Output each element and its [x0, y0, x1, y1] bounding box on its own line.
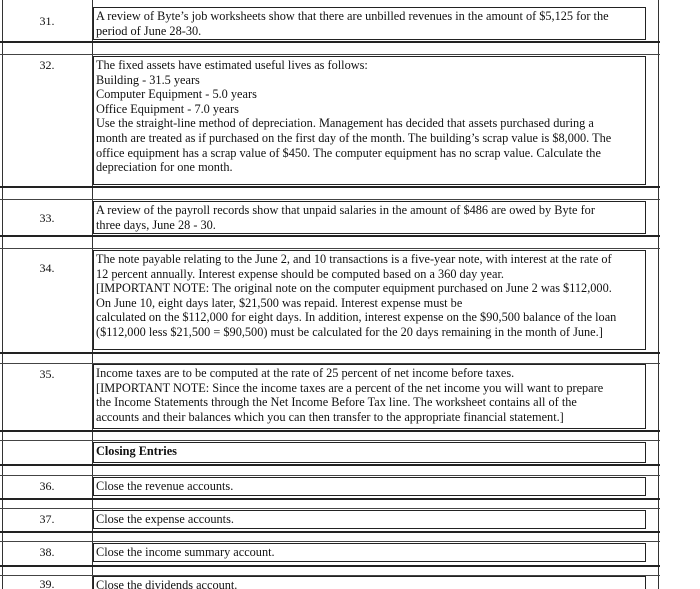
- item-text-line: [IMPORTANT NOTE: Since the income taxes are a percent of the net income you will want to prepare: [96, 380, 604, 395]
- row-separator: [0, 565, 660, 567]
- item-text-line: The fixed assets have estimated useful lives as follows:: [96, 58, 368, 72]
- row-separator: [0, 54, 660, 55]
- closing-item-description: Close the income summary account.: [93, 543, 646, 562]
- item-text-line: depreciation for one month.: [96, 160, 233, 175]
- left-border-line: [2, 0, 3, 589]
- item-text-line: the Income Statements through the Net Income Before Tax line. The worksheet contains all of the: [96, 395, 577, 410]
- item-text-line: period of June 28-30.: [96, 23, 202, 38]
- item-text-line: [IMPORTANT NOTE: The original note on the computer equipment purchased on June 2 was $112,000.: [96, 281, 612, 296]
- item-number: 37.: [39, 512, 55, 526]
- item-text-line: The note payable relating to the June 2, and 10 transactions is a five-year note, with interest at the rate of: [96, 252, 612, 266]
- item-number: 31.: [39, 14, 55, 28]
- row-separator: [0, 352, 660, 354]
- item-description: [93, 250, 646, 350]
- item-number: 32.: [39, 58, 55, 72]
- item-description: [93, 7, 646, 40]
- row-separator: [0, 498, 660, 500]
- item-description: [93, 364, 646, 429]
- item-description: [93, 201, 646, 234]
- item-text-line: ($112,000 less $21,500 = $90,500) must be calculated for the 20 days remaining in the month of June.]: [96, 324, 603, 339]
- item-description: [93, 56, 646, 185]
- item-text-line: A review of Byte’s job worksheets show that there are unbilled revenues in the amount of $5,125 for the: [96, 9, 609, 23]
- closing-entries-heading: Closing Entries: [93, 442, 646, 463]
- row-separator: [0, 235, 660, 237]
- row-separator: [0, 248, 660, 249]
- item-text-line: Office Equipment - 7.0 years: [96, 101, 239, 116]
- item-number: 39.: [39, 577, 55, 589]
- row-separator: [0, 186, 660, 188]
- item-text-line: 12 percent annually. Interest expense should be computed based on a 360 day year.: [96, 266, 504, 281]
- item-text-line: accounts and their balances which you can then transfer to the appropriate financial statement.]: [96, 409, 564, 424]
- row-separator: [0, 531, 660, 533]
- item-text-line: Computer Equipment - 5.0 years: [96, 87, 257, 102]
- item-text-line: A review of the payroll records show that unpaid salaries in the amount of $486 are owed by Byte for: [96, 203, 595, 217]
- item-text-line: On June 10, eight days later, $21,500 was repaid. Interest expense must be: [96, 295, 463, 310]
- closing-item-description: Close the revenue accounts.: [93, 477, 646, 496]
- item-text-line: month are treated as if purchased on the first day of the month. The building’s scrap value is $8,000. The: [96, 130, 612, 145]
- item-text-line: three days, June 28 - 30.: [96, 217, 216, 232]
- item-text-line: Building - 31.5 years: [96, 72, 200, 87]
- closing-item-description: Close the dividends account.: [93, 576, 646, 589]
- item-number: 34.: [39, 261, 55, 275]
- item-number: 38.: [39, 545, 55, 559]
- right-border-line: [658, 0, 659, 589]
- item-number: 36.: [39, 479, 55, 493]
- row-separator: [0, 475, 660, 476]
- row-separator: [0, 464, 660, 466]
- item-text-line: calculated on the $112,000 for eight days. In addition, interest expense on the $90,500 balance of the loan: [96, 310, 617, 325]
- row-separator: [0, 541, 660, 542]
- row-separator: [0, 41, 660, 43]
- row-separator: [0, 430, 660, 432]
- item-text-line: Income taxes are to be computed at the rate of 25 percent of net income before taxes.: [96, 366, 515, 380]
- item-number: 33.: [39, 211, 55, 225]
- item-number: 35.: [39, 367, 55, 381]
- closing-item-description: Close the expense accounts.: [93, 510, 646, 529]
- row-separator: [0, 199, 660, 200]
- item-text-line: Use the straight-line method of depreciation. Management has decided that assets purchased during a: [96, 116, 594, 131]
- row-separator: [0, 440, 660, 441]
- item-text-line: office equipment has a scrap value of $450. The computer equipment has no scrap value. Calculate the: [96, 145, 601, 160]
- row-separator: [0, 508, 660, 509]
